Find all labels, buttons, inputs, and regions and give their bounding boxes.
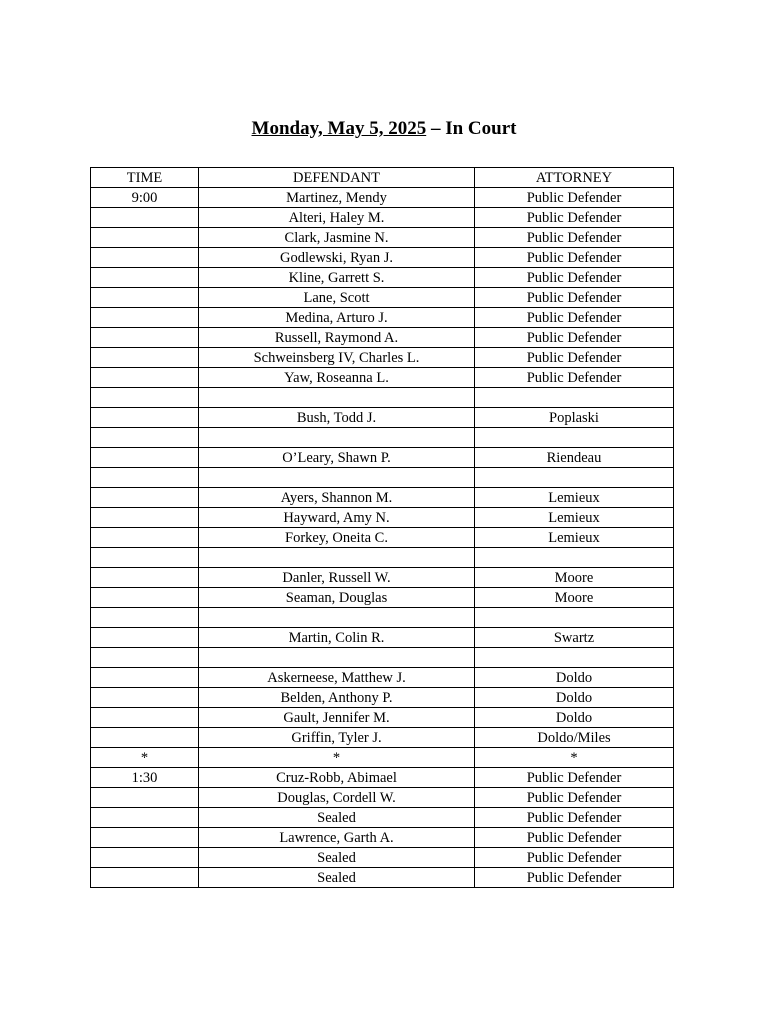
- time-cell: [91, 328, 199, 348]
- time-cell: [91, 428, 199, 448]
- attorney-cell: Public Defender: [475, 228, 674, 248]
- attorney-cell: Public Defender: [475, 808, 674, 828]
- defendant-cell: [199, 388, 475, 408]
- table-row: [91, 648, 674, 668]
- table-row: [91, 568, 674, 588]
- table-row: [91, 288, 674, 308]
- time-cell: [91, 588, 199, 608]
- time-cell: [91, 848, 199, 868]
- attorney-cell: Public Defender: [475, 328, 674, 348]
- court-calendar-table: [90, 167, 674, 888]
- defendant-cell: *: [199, 748, 475, 768]
- defendant-cell: Gault, Jennifer M.: [199, 708, 475, 728]
- attorney-cell: Public Defender: [475, 308, 674, 328]
- table-row: [91, 348, 674, 368]
- time-cell: [91, 488, 199, 508]
- time-cell: [91, 308, 199, 328]
- time-cell: [91, 568, 199, 588]
- table-row: [91, 688, 674, 708]
- attorney-cell: Riendeau: [475, 448, 674, 468]
- defendant-cell: Belden, Anthony P.: [199, 688, 475, 708]
- defendant-cell: Lawrence, Garth A.: [199, 828, 475, 848]
- table-row: [91, 308, 674, 328]
- time-cell: [91, 628, 199, 648]
- attorney-cell: Doldo: [475, 668, 674, 688]
- defendant-cell: Hayward, Amy N.: [199, 508, 475, 528]
- defendant-cell: Sealed: [199, 848, 475, 868]
- time-cell: [91, 348, 199, 368]
- table-row: [91, 808, 674, 828]
- time-cell: [91, 368, 199, 388]
- defendant-cell: Bush, Todd J.: [199, 408, 475, 428]
- time-cell: [91, 708, 199, 728]
- table-row: [91, 228, 674, 248]
- defendant-cell: Godlewski, Ryan J.: [199, 248, 475, 268]
- time-cell: [91, 788, 199, 808]
- attorney-cell: Lemieux: [475, 488, 674, 508]
- table-row: [91, 268, 674, 288]
- time-cell: [91, 728, 199, 748]
- table-row: [91, 748, 674, 768]
- time-cell: [91, 548, 199, 568]
- defendant-cell: [199, 548, 475, 568]
- title-suffix: – In Court: [426, 118, 517, 139]
- attorney-cell: [475, 548, 674, 568]
- time-cell: [91, 268, 199, 288]
- table-row: [91, 468, 674, 488]
- table-body: [91, 188, 674, 888]
- table-row: [91, 548, 674, 568]
- time-cell: [91, 508, 199, 528]
- attorney-cell: Moore: [475, 568, 674, 588]
- table-row: [91, 428, 674, 448]
- defendant-cell: Douglas, Cordell W.: [199, 788, 475, 808]
- attorney-cell: Lemieux: [475, 508, 674, 528]
- time-cell: [91, 388, 199, 408]
- defendant-cell: [199, 648, 475, 668]
- time-cell: [91, 228, 199, 248]
- table-row: [91, 868, 674, 888]
- table-row: [91, 788, 674, 808]
- defendant-cell: Askerneese, Matthew J.: [199, 668, 475, 688]
- defendant-cell: Ayers, Shannon M.: [199, 488, 475, 508]
- time-cell: [91, 208, 199, 228]
- defendant-cell: Schweinsberg IV, Charles L.: [199, 348, 475, 368]
- table-row: [91, 248, 674, 268]
- defendant-cell: Martinez, Mendy: [199, 188, 475, 208]
- defendant-cell: O’Leary, Shawn P.: [199, 448, 475, 468]
- defendant-cell: Alteri, Haley M.: [199, 208, 475, 228]
- defendant-cell: Cruz-Robb, Abimael: [199, 768, 475, 788]
- attorney-cell: Public Defender: [475, 188, 674, 208]
- time-cell: [91, 688, 199, 708]
- defendant-cell: Griffin, Tyler J.: [199, 728, 475, 748]
- defendant-cell: Martin, Colin R.: [199, 628, 475, 648]
- time-cell: [91, 868, 199, 888]
- attorney-cell: Public Defender: [475, 788, 674, 808]
- attorney-cell: Public Defender: [475, 868, 674, 888]
- header-defendant: DEFENDANT: [199, 168, 475, 188]
- attorney-cell: Public Defender: [475, 208, 674, 228]
- table-row: [91, 448, 674, 468]
- attorney-cell: Swartz: [475, 628, 674, 648]
- attorney-cell: [475, 388, 674, 408]
- table-row: [91, 708, 674, 728]
- attorney-cell: Public Defender: [475, 248, 674, 268]
- defendant-cell: Forkey, Oneita C.: [199, 528, 475, 548]
- time-cell: 9:00: [91, 188, 199, 208]
- defendant-cell: [199, 608, 475, 628]
- defendant-cell: Russell, Raymond A.: [199, 328, 475, 348]
- defendant-cell: Clark, Jasmine N.: [199, 228, 475, 248]
- table-row: [91, 408, 674, 428]
- defendant-cell: Medina, Arturo J.: [199, 308, 475, 328]
- table-row: [91, 528, 674, 548]
- attorney-cell: Public Defender: [475, 348, 674, 368]
- attorney-cell: Public Defender: [475, 768, 674, 788]
- attorney-cell: Lemieux: [475, 528, 674, 548]
- table-row: [91, 628, 674, 648]
- title-date: Monday, May 5, 2025: [251, 118, 427, 139]
- defendant-cell: Sealed: [199, 868, 475, 888]
- page-title: [0, 117, 768, 141]
- table-row: [91, 828, 674, 848]
- header-time: TIME: [91, 168, 199, 188]
- time-cell: [91, 288, 199, 308]
- attorney-cell: [475, 608, 674, 628]
- time-cell: [91, 808, 199, 828]
- table-row: [91, 768, 674, 788]
- table-row: [91, 608, 674, 628]
- attorney-cell: Doldo: [475, 688, 674, 708]
- table-header-row: [91, 168, 674, 188]
- time-cell: [91, 408, 199, 428]
- table-row: [91, 188, 674, 208]
- table-row: [91, 508, 674, 528]
- time-cell: [91, 468, 199, 488]
- attorney-cell: [475, 468, 674, 488]
- time-cell: [91, 528, 199, 548]
- time-cell: [91, 648, 199, 668]
- attorney-cell: [475, 648, 674, 668]
- defendant-cell: Kline, Garrett S.: [199, 268, 475, 288]
- time-cell: 1:30: [91, 768, 199, 788]
- table-row: [91, 208, 674, 228]
- defendant-cell: [199, 428, 475, 448]
- attorney-cell: Moore: [475, 588, 674, 608]
- table-row: [91, 848, 674, 868]
- header-attorney: ATTORNEY: [475, 168, 674, 188]
- attorney-cell: Public Defender: [475, 828, 674, 848]
- table-row: [91, 368, 674, 388]
- defendant-cell: Seaman, Douglas: [199, 588, 475, 608]
- attorney-cell: Public Defender: [475, 268, 674, 288]
- table-row: [91, 588, 674, 608]
- attorney-cell: [475, 428, 674, 448]
- table-row: [91, 668, 674, 688]
- time-cell: [91, 248, 199, 268]
- attorney-cell: Doldo/Miles: [475, 728, 674, 748]
- attorney-cell: Doldo: [475, 708, 674, 728]
- defendant-cell: Lane, Scott: [199, 288, 475, 308]
- time-cell: [91, 608, 199, 628]
- time-cell: [91, 668, 199, 688]
- table-row: [91, 488, 674, 508]
- time-cell: *: [91, 748, 199, 768]
- defendant-cell: Yaw, Roseanna L.: [199, 368, 475, 388]
- attorney-cell: Public Defender: [475, 368, 674, 388]
- attorney-cell: Public Defender: [475, 288, 674, 308]
- defendant-cell: Danler, Russell W.: [199, 568, 475, 588]
- table-row: [91, 728, 674, 748]
- attorney-cell: Public Defender: [475, 848, 674, 868]
- time-cell: [91, 828, 199, 848]
- table-row: [91, 388, 674, 408]
- attorney-cell: Poplaski: [475, 408, 674, 428]
- attorney-cell: *: [475, 748, 674, 768]
- defendant-cell: Sealed: [199, 808, 475, 828]
- table-row: [91, 328, 674, 348]
- time-cell: [91, 448, 199, 468]
- defendant-cell: [199, 468, 475, 488]
